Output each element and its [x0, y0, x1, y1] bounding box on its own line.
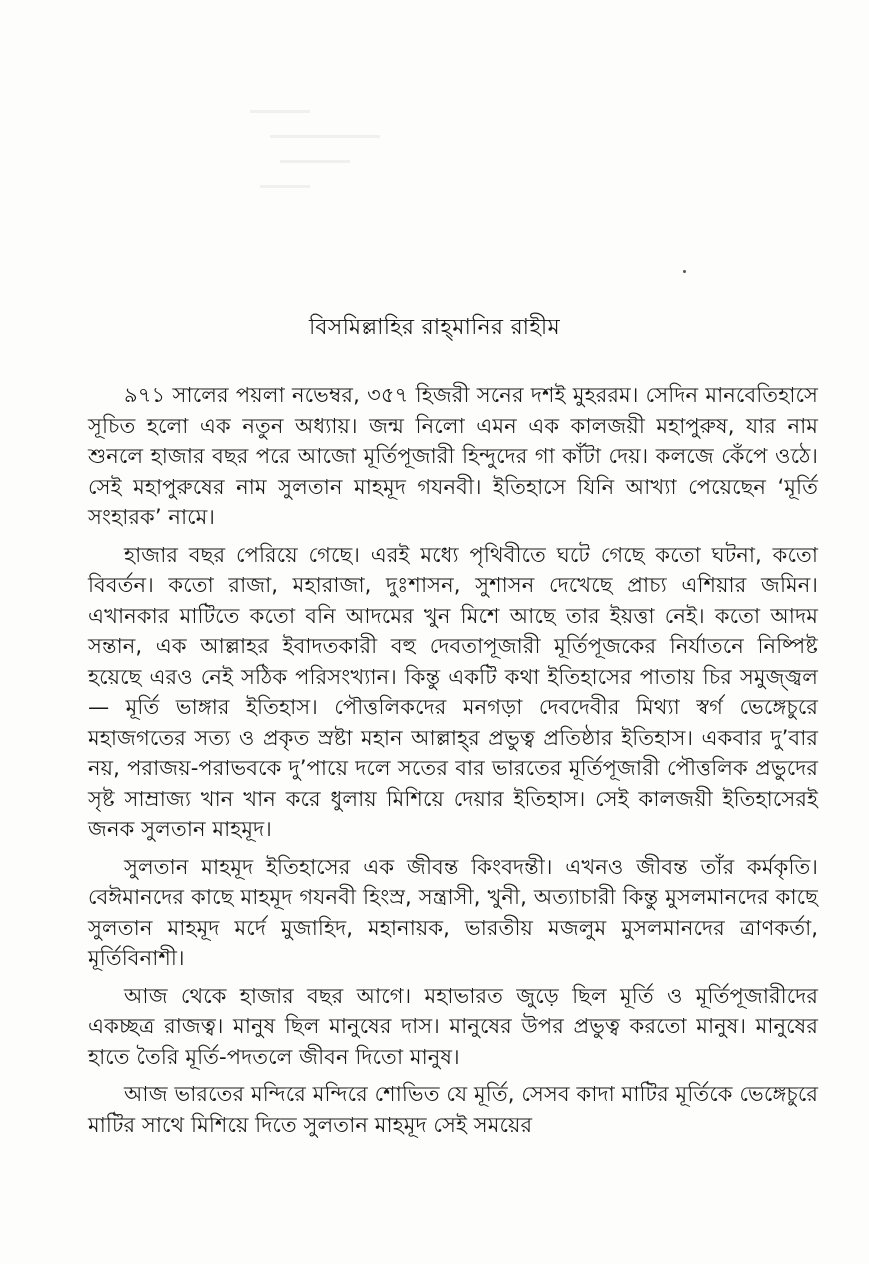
page-heading: বিসমিল্লাহির রাহ্‌মানির রাহীম [308, 315, 561, 340]
paragraph: ৯৭১ সালের পয়লা নভেম্বর, ৩৫৭ হিজরী সনের দশই মুহররম। সেদিন মানবেতিহাসে সূচিত হলো এক নতুন অধ্যায়। জন্ম নিলো এমন এক কালজয়ী মহাপুরুষ, যার নাম শুনলে হাজার বছর পরে আজো মূর্তিপূজারী হিন্দুদের গা কাঁটা দেয়। কলজে কেঁপে ওঠে। সেই মহাপুরুষের নাম সুলতান মাহমূদ গযনবী। ইতিহাসে যিনি আখ্যা পেয়েছেন ‘মূর্তি সংহারক’ নামে। [88, 382, 818, 529]
paragraph: হাজার বছর পেরিয়ে গেছে। এরই মধ্যে পৃথিবীতে ঘটে গেছে কতো ঘটনা, কতো বিবর্তন। কতো রাজা, মহারাজা, দুঃশাসন, সুশাসন দেখেছে প্রাচ্য এশিয়ার জমিন। এখানকার মাটিতে কতো বনি আদমের খুন মিশে আছে তার ইয়ত্তা নেই। কতো আদম সন্তান, এক আল্লাহর ইবাদতকারী বহু দেবতাপূজারী মূর্তিপূজকের নির্যাতনে নিষ্পিষ্ট হয়েছে এরও নেই সঠিক পরিসংখ্যান। কিন্তু একটি কথা ইতিহাসের পাতায় চির সমুজ্জ্বল— মূর্তি ভাঙ্গার ইতিহাস। পৌত্তলিকদের মনগড়া দেবদেবীর মিথ্যা স্বর্গ ভেঙ্গেচুরে মহাজগতের সত্য ও প্রকৃত স্রষ্টা মহান আল্লাহ্‌র প্রভুত্ব প্রতিষ্ঠার ইতিহাস। একবার দু’বার নয়, পরাজয়-পরাভবকে দু’পায়ে দলে সতের বার ভারতের মূর্তিপূজারী পৌত্তলিক প্রভুদের সৃষ্ট সাম্রাজ্য খান খান করে ধুলায় মিশিয়ে দেয়ার ইতিহাস। সেই কালজয়ী ইতিহাসেরই জনক সুলতান মাহমূদ। [88, 541, 818, 841]
paragraph: আজ থেকে হাজার বছর আগে। মহাভারত জুড়ে ছিল মূর্তি ও মূর্তিপূজারীদের একচ্ছত্র রাজত্ব। মানুষ ছিল মানুষের দাস। মানুষের উপর প্রভুত্ব করতো মানুষ। মানুষের হাতে তৈরি মূর্তি-পদতলে জীবন দিতো মানুষ। [88, 982, 818, 1069]
body-text [88, 380, 818, 1147]
paragraph: সুলতান মাহমূদ ইতিহাসের এক জীবন্ত কিংবদন্তী। এখনও জীবন্ত তাঁর কর্মকৃতি। বেঈমানদের কাছে মাহমূদ গযনবী হিংস্র, সন্ত্রাসী, খুনী, অত্যাচারী কিন্তু মুসলমানদের কাছে সুলতান মাহমূদ মর্দে মুজাহিদ, মহানায়ক, ভারতীয় মজলুম মুসলমানদের ত্রাণকর্তা, মূর্তিবিনাশী। [88, 853, 818, 970]
speck [683, 270, 686, 273]
bleed-through-marks [240, 110, 390, 260]
paragraph: আজ ভারতের মন্দিরে মন্দিরে শোভিত যে মূর্তি, সেসব কাদা মাটির মূর্তিকে ভেঙ্গেচুরে মাটির সাথে মিশিয়ে দিতে সুলতান মাহমূদ সেই সময়ের [88, 1081, 818, 1137]
